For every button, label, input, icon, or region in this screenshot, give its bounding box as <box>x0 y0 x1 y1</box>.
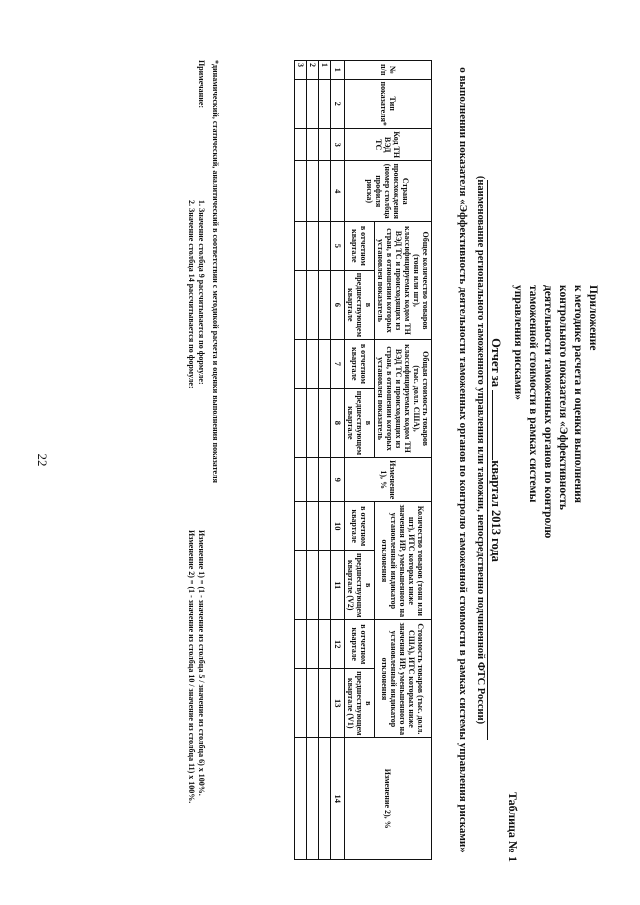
cell <box>307 388 319 457</box>
header-total-value: Общая стоимость товаров (тыс. долл. США), классифицируемых кодом ТН ВЭД ТС и происходящих из стран, в отношении которых установлен показатель <box>375 340 432 458</box>
cell <box>319 388 331 457</box>
notes-label: Примечание: <box>197 60 206 109</box>
column-number: 8 <box>331 388 345 457</box>
cell <box>319 551 331 620</box>
page-number: 22 <box>35 453 50 467</box>
cell <box>295 620 307 669</box>
row-number: 3 <box>295 61 307 80</box>
table-number: Таблица № 1 <box>506 791 520 862</box>
table-row <box>295 61 307 860</box>
cell <box>319 221 331 270</box>
column-number: 3 <box>331 128 345 161</box>
cell <box>295 388 307 457</box>
cell <box>295 161 307 222</box>
subheader-previous-v1: в предшествующем квартале (V1) <box>345 669 375 738</box>
column-number: 4 <box>331 161 345 222</box>
subheader-current: в отчетном квартале <box>345 221 375 270</box>
column-number: 14 <box>331 738 345 860</box>
appendix-heading <box>510 285 600 705</box>
report-title <box>488 20 505 880</box>
appendix-line: деятельности таможенных органов по контролю <box>542 285 554 539</box>
cell <box>319 502 331 551</box>
cell <box>319 458 331 502</box>
column-number: 10 <box>331 502 345 551</box>
cell <box>319 79 331 128</box>
column-number: 9 <box>331 458 345 502</box>
column-number: 7 <box>331 340 345 389</box>
subheader-previous-v2: в предшествующем квартале (V2) <box>345 551 375 620</box>
cell <box>295 270 307 339</box>
column-number: 1 <box>331 61 345 80</box>
header-change-1: Изменение 1), % <box>345 458 432 502</box>
appendix-line: контрольного показателя «Эффективность <box>557 285 569 510</box>
subheader-current: в отчетном квартале <box>345 340 375 389</box>
cell <box>319 620 331 669</box>
cell <box>295 221 307 270</box>
cell <box>319 270 331 339</box>
cell <box>319 340 331 389</box>
type-footnote: *динамический, статический, аналитический в соответствии с методикой расчета и оценки выполнения показателя <box>211 60 220 483</box>
header-num: № п/п <box>345 61 432 80</box>
cell <box>295 502 307 551</box>
cell <box>319 161 331 222</box>
column-number-row <box>331 61 345 860</box>
row-number: 2 <box>307 61 319 80</box>
cell <box>307 270 319 339</box>
cell <box>319 669 331 738</box>
header-quantity-below-ir: Количество товаров (тонн или шт), ИТС которых ниже значения ИР, уменьшенного на установленный индикатор отклонения <box>375 502 432 620</box>
appendix-line: Приложение <box>587 285 599 351</box>
column-number: 2 <box>331 79 345 128</box>
cell <box>307 502 319 551</box>
cell <box>307 551 319 620</box>
column-number: 12 <box>331 620 345 669</box>
cell <box>319 738 331 860</box>
header-country: Страна происхождения (номер столбца профиля риска) <box>345 161 432 222</box>
cell <box>295 738 307 860</box>
header-type: Тип показателя* <box>345 79 432 128</box>
header-change-2: Изменение 2), % <box>345 738 432 860</box>
cell <box>307 128 319 161</box>
column-number: 5 <box>331 221 345 270</box>
cell <box>307 79 319 128</box>
header-code: Код ТН ВЭД ТС <box>345 128 432 161</box>
appendix-line: управления рисками» <box>512 285 524 401</box>
table-row <box>307 61 319 860</box>
appendix-line: к методике расчета и оценки выполнения <box>572 285 584 503</box>
unit-name-line <box>487 180 488 740</box>
formula-1: Изменение 1) = (1 - значение из столбца 5 / значение из столбца 6) x 100%. <box>197 530 206 796</box>
subheader-previous: в предшествующем квартале <box>345 388 375 457</box>
indicator-table <box>294 60 432 860</box>
report-prefix: Отчет за <box>489 338 503 388</box>
rotated-sheet <box>40 20 600 880</box>
cell <box>295 79 307 128</box>
appendix-line: таможенной стоимости в рамках системы <box>527 285 539 503</box>
cell <box>307 738 319 860</box>
cell <box>319 128 331 161</box>
cell <box>295 669 307 738</box>
table-row <box>319 61 331 860</box>
cell <box>295 340 307 389</box>
cell <box>307 340 319 389</box>
formula-2: Изменение 2) = (1 - значение из столбца 10 / значение из столбца 11) x 100%. <box>187 530 196 804</box>
column-number: 13 <box>331 669 345 738</box>
cell <box>295 551 307 620</box>
subheader-current: в отчетном квартале <box>345 620 375 669</box>
cell <box>307 669 319 738</box>
cell <box>295 128 307 161</box>
row-number: 1 <box>319 61 331 80</box>
cell <box>295 458 307 502</box>
column-number: 6 <box>331 270 345 339</box>
cell <box>307 161 319 222</box>
subheader-current: в отчетном квартале <box>345 502 375 551</box>
note-2: 2. Значение столбца 14 рассчитывается по формуле: <box>187 200 196 389</box>
column-number: 11 <box>331 551 345 620</box>
subheader-previous: в предшествующем квартале <box>345 270 375 339</box>
note-1: 1. Значение столбца 9 рассчитывается по формуле: <box>197 200 206 385</box>
report-suffix: квартал 2013 года <box>489 460 503 562</box>
header-value-below-ir: Стоимость товаров (тыс. долл. США), ИТС которых ниже значения ИР, уменьшенного на установленный индикатор отклонения <box>375 620 432 738</box>
cell <box>307 221 319 270</box>
cell <box>307 620 319 669</box>
quarter-blank <box>492 390 505 460</box>
unit-caption: (наименование регионального таможенного управления или таможни, непосредственно подчиненной ФТС России) <box>475 175 486 725</box>
header-total-quantity: Общее количество товаров (тонн или шт), классифицируемых кодом ТН ВЭД ТС и происходящих из стран, в отношении которых установлен показатель <box>375 221 432 339</box>
cell <box>307 458 319 502</box>
header-row <box>375 61 432 860</box>
report-subject: о выполнении показателя «Эффективность деятельности таможенных органов по контролю таможенной стоимости в рамках системы управления рисками» <box>457 67 469 853</box>
